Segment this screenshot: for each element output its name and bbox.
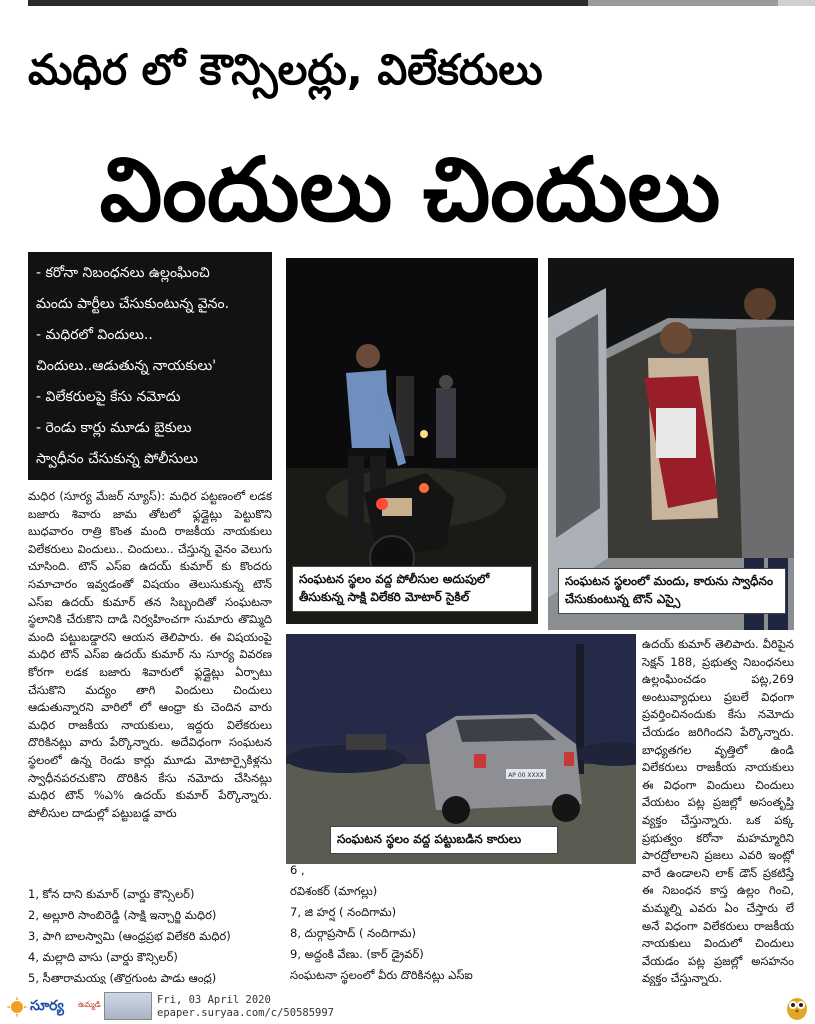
top-strip (0, 0, 815, 8)
highlight-line: - విలేకరులపై కేసు నమోదు (36, 389, 181, 405)
highlight-line: స్వాధీనం చేసుకున్న పోలీసులు (36, 451, 198, 467)
top-strip-light (778, 0, 815, 6)
edition-thumbnail[interactable] (104, 992, 152, 1020)
edition-date: Fri, 03 April 2020 (157, 994, 271, 1006)
highlight-line: చిందులు..ఆడుతున్న నాయకులు' (36, 358, 217, 374)
top-strip-dark (28, 0, 588, 6)
photo3-caption: సంఘటన స్థలం వద్ద పట్టుబడిన కారులు (330, 826, 558, 854)
accused-item: 6 , (290, 863, 305, 877)
paper-logo[interactable]: సూర్య (30, 998, 64, 1014)
accused-item: సంఘటనా స్థలంలో వీరు దొరికినట్లు ఎస్ఐ (290, 968, 473, 982)
footer (0, 990, 815, 1024)
paper-logo-sub: ఉమ్మడి (78, 1000, 101, 1009)
accused-item: 2, అల్లూరి సాంబిరెడ్డి (సాక్షి ఇన్చార్జి మధిర) (28, 908, 217, 922)
kicker-headline: మధిర లో కౌన్సిలర్లు, విలేకరులు (28, 45, 543, 94)
highlight-line: - కరోనా నిబంధనలు ఉల్లంఘించి (36, 265, 210, 281)
accused-item: 1, కోన దాని కుమార్ (వార్డు కౌన్సిలర్) (28, 887, 195, 901)
highlight-line: - మధిరలో విందులు.. (36, 327, 153, 343)
owl-icon[interactable] (786, 994, 808, 1020)
top-strip-mid (588, 0, 778, 6)
accused-item: 4, మల్లాది వాసు (వార్డు కౌన్సిలర్) (28, 950, 178, 964)
accused-item: 3, పాగి బాలస్వామి (ఆంధ్రప్రభ విలేకరి మధిర) (28, 929, 231, 943)
photo2-caption: సంఘటన స్థలంలో మందు, కారును స్వాధీనం చేసుకుంటున్న టౌన్ ఎస్సై (558, 568, 786, 614)
accused-list-left (28, 884, 283, 984)
edition-url[interactable]: epaper.suryaa.com/c/50585997 (157, 1007, 335, 1019)
accused-item: 8, దుర్గాప్రసాద్ ( నందిగామ) (290, 926, 417, 940)
edition-info (157, 994, 334, 1020)
accused-item: 5, సీతారామయ్య (తొర్లగుంట పాడు ఆంధ్ర) (28, 971, 217, 984)
accused-list-right (290, 860, 635, 986)
accused-item: 9, అద్దంకి వేణు. (కార్ డ్రైవర్) (290, 947, 424, 961)
highlights-box (28, 252, 272, 480)
car-plate-text: AP 00 XXXX (508, 772, 544, 779)
highlight-line: - రెండు కార్లు మూడు బైకులు (36, 420, 192, 436)
highlight-line: మందు పార్టీలు చేసుకుంటున్న వైనం. (36, 296, 230, 312)
main-headline: విందులు చిందులు (99, 140, 721, 240)
photo1-caption: సంఘటన స్థలం వద్ద పోలీసుల అదుపులో తీసుకున్న సాక్షి విలేకరి మోటార్ సైకిల్ (292, 566, 532, 612)
accused-item: 7, జి హర్ష ( నందిగామ) (290, 905, 397, 919)
article-right-column: ఉదయ్ కుమార్ తెలిపారు. వీరిపైన సెక్షన్ 188, ప్రభుత్వ నిబంధనలు ఉల్లంఘించడం పట్ల,269 అంటువ్యాధులు ప్రబలే విధంగా ప్రవర్తించినందుకు కేసు నమోదు చేయడం జరిగిందని పేర్కొన్నారు. బాధ్యతగల వృత్తిలో ఉండి విలేకరులు రాజకీయ నాయకులు ఈ విధంగా విందులు చిందులు వేయటం పట్ల ప్రజల్లో అసంతృప్తి వ్యక్తం చేస్తున్నారు. ఒక పక్క ప్రభుత్వం కరోనా మహమ్మారిని పారద్రోలాలని ప్రజలు ఎవరి ఇంట్లో వారే ఉండాలని లాక్ డౌన్ ప్రకటిస్తే ఈ నిబంధన కాస్త ఉల్లం గించి, మమ్మల్ని ఎవరు ఏం చేస్తారు లే అనే విధంగా విలేకరులు రాజకీయ నాయకులు విందులో చిందులు వేయడం పట్ల ప్రజల్లో అసహనం వ్యక్తం చేస్తున్నారు. (642, 637, 794, 986)
accused-item: రవిశంకర్ (మాగల్లు) (290, 884, 378, 898)
article-left-column: మధిర (సూర్య మేజర్ న్యూస్): మధిర పట్టణంలో లడక బజారు శివారు జామ తోటలో ఫ్లడ్లైట్లు పెట్టుకొని బుధవారం రాత్రి కొంత మంది రాజకీయ నాయకులు విలేకరులు విందులు.. చిందులు.. చేస్తున్న వైనం వెలుగు చూసింది. టౌన్ ఎస్ఐ ఉదయ్ కుమార్ కు కొందరు సమాచారం ఇవ్వడంతో విషయం తెలుసుకున్న టౌన్ ఎస్ఐ ఉదయ్ కుమార్ తన సిబ్బందితో సంఘటనా స్థలానికి చేరుకొని దాడి నిర్వహించగా సుమారు తొమ్మిది మంది పట్టుబడ్డారని ఆయన తెలిపారు. ఈ విషయంపై మధిర టౌన్ ఎస్ఐ ఉదయ్ కుమార్ ను సూర్య వివరణ కోరగా లడక బజారు శివారులో ఫ్లడ్లైట్లు ఏర్పాటు చేసుకొని మద్యం తాగి విందులు చిందులు ఆడుతున్నారని వారిలో లో ఆంధ్రా కు చెందిన వారు మధిర రాజకీయ నాయకులు, ఇద్దరు విలేకరులు దొరికినట్లు వారు పేర్కొన్నారు. అదేవిధంగా సంఘటన స్థలంలో ఉన్న రెండు కార్లు మూడు మోటార్సైకిళ్లను స్వాధీనపరచుకొని దొరికిన కేసు నమోదు చేసినట్లు మధిర టౌన్ %ఎ% ఉదయ్ కుమార్ పేర్కొన్నారు. పోలీసుల దాడుల్లో పట్టుబడ్డ వారు (28, 489, 272, 820)
sun-logo-icon (6, 996, 28, 1018)
